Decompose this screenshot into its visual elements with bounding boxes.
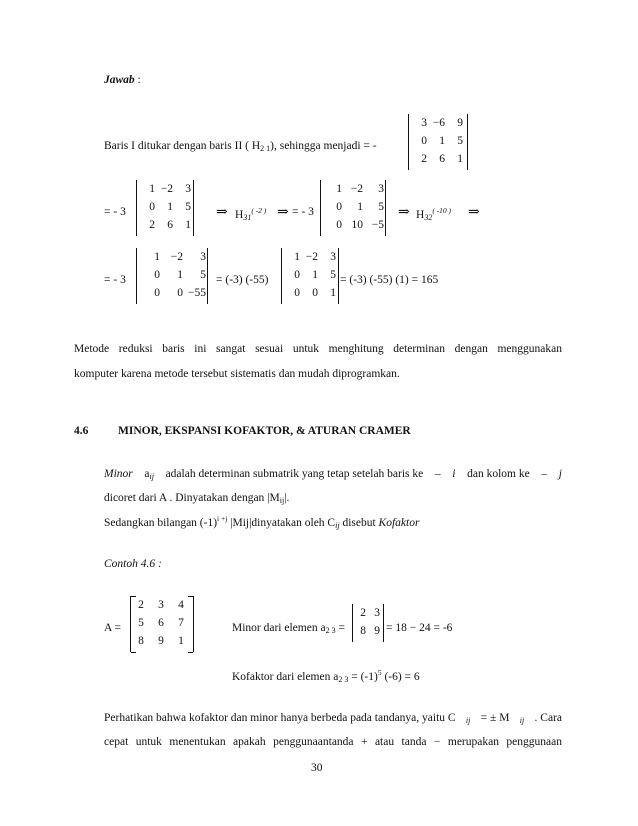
matrix-cell: 3	[158, 599, 164, 611]
matrix-cell: 0	[177, 287, 183, 299]
arrow-4: ⇒	[468, 205, 480, 220]
bracket-corner	[188, 652, 193, 653]
matrix-cell: 7	[178, 617, 184, 629]
matrix-cell: 1	[177, 269, 183, 281]
kofaktor-example: Kofaktor dari elemen $a_{2 3} = (-1)^5$ (-6) = 6	[232, 668, 420, 684]
matrix-cell: −2	[170, 251, 183, 263]
row1-prefix: = - 3	[104, 206, 126, 218]
jawab-label: Jawab :	[104, 74, 141, 86]
matrix-cell: −6	[432, 117, 445, 129]
matrix-cell: 6	[167, 219, 173, 231]
matrix-cell: −2	[160, 183, 173, 195]
matrix-cell: 6	[439, 153, 445, 165]
determinant-swapped	[408, 114, 468, 170]
matrix-cell: 0	[149, 201, 155, 213]
matrix-cell: 1	[336, 183, 342, 195]
matrix-cell: 8	[138, 635, 144, 647]
matrix-cell: 1	[312, 269, 318, 281]
matrix-cell: 5	[330, 269, 336, 281]
arrow-3: ⇒	[398, 205, 410, 220]
matrix-cell: 1	[178, 635, 184, 647]
matrix-cell: 1	[357, 201, 363, 213]
bracket-corner	[131, 652, 136, 653]
matrix-cell: 1	[457, 153, 463, 165]
matrix-a	[130, 596, 194, 652]
bracket-corner	[131, 596, 136, 597]
row2-result: = (-3) (-55) (1) = 165	[340, 274, 439, 286]
matrix-cell: 1	[149, 183, 155, 195]
matrix-cell: 0	[312, 287, 318, 299]
minor-result: = 18 − 24 = -6	[386, 622, 453, 634]
matrix-cell: 0	[154, 269, 160, 281]
matrix-cell: −5	[371, 219, 384, 231]
matrix-cell: 5	[185, 201, 191, 213]
op-eq-minus3: = - 3	[292, 206, 314, 218]
matrix-cell: 9	[457, 117, 463, 129]
matrix-cell: 3	[421, 117, 427, 129]
matrix-cell: 0	[294, 269, 300, 281]
arrow-1: ⇒	[216, 205, 228, 220]
closing-line1: Perhatikan bahwa kofaktor dan minor hanya berbeda pada tandanya, yaitu C $_{ij}$ = ± M $_{ij}$ . Cara	[104, 712, 562, 725]
matrix-cell: −2	[350, 183, 363, 195]
paragraph-metode-2: komputer karena metode tersebut sistematis dan mudah diprogramkan.	[74, 368, 400, 380]
matrix-cell: 10	[351, 219, 363, 231]
matrix-cell: 1	[154, 251, 160, 263]
matrix-cell: 2	[138, 599, 144, 611]
minor-def-line3: Sedangkan bilangan $(-1)^{i +j}$ |Mij|dinyatakan oleh $C_{ij}$ disebut Kofaktor	[104, 514, 420, 530]
matrix-cell: 1	[185, 219, 191, 231]
matrix-cell: 3	[200, 251, 206, 263]
matrix-cell: 1	[330, 287, 336, 299]
determinant-step2	[320, 180, 386, 236]
matrix-cell: 3	[378, 183, 384, 195]
matrix-cell: 2	[360, 607, 366, 619]
matrix-cell: 8	[360, 625, 366, 637]
matrix-cell: 9	[374, 625, 380, 637]
matrix-cell: 9	[158, 635, 164, 647]
determinant-step4	[281, 248, 339, 304]
matrix-cell: 0	[421, 135, 427, 147]
matrix-cell: 4	[178, 599, 184, 611]
section-number: 4.6	[74, 425, 89, 437]
matrix-cell: 0	[294, 287, 300, 299]
matrix-cell: 1	[294, 251, 300, 263]
op-h32: $H_{32}^{( -10 )}$	[416, 206, 452, 222]
bracket-corner	[188, 596, 193, 597]
matrix-cell: 3	[374, 607, 380, 619]
paragraph-metode: Metode reduksi baris ini sangat sesuai untuk menghitung determinan dengan menggunakan	[74, 343, 562, 355]
matrix-cell: 0	[154, 287, 160, 299]
matrix-cell: −2	[305, 251, 318, 263]
determinant-step1	[136, 180, 194, 236]
example-label: Contoh 4.6 :	[104, 558, 162, 570]
matrix-cell: 0	[336, 219, 342, 231]
closing-line2: cepat untuk menentukan apakah penggunaantanda + atau tanda − merupakan penggunaan	[104, 736, 562, 748]
minor-determinant	[352, 604, 384, 642]
matrix-cell: 6	[158, 617, 164, 629]
op-h31: $H_{31}^{( -2 )}$	[235, 206, 267, 222]
minor-example: Minor dari elemen $a_{2 3}$ =	[232, 622, 345, 635]
matrix-cell: −55	[188, 287, 206, 299]
matrix-cell: 2	[421, 153, 427, 165]
page-number: 30	[311, 762, 323, 774]
matrix-cell: 3	[330, 251, 336, 263]
section-title: MINOR, EKSPANSI KOFAKTOR, & ATURAN CRAMER	[118, 425, 411, 437]
matrix-cell: 0	[336, 201, 342, 213]
determinant-step3	[136, 248, 208, 304]
matrix-cell: 5	[378, 201, 384, 213]
minor-def-line2: dicoret dari A . Dinyatakan dengan $|M_{ij}|$.	[104, 492, 290, 505]
matrix-cell: 3	[185, 183, 191, 195]
arrow-2: ⇒	[277, 205, 289, 220]
swap-statement: Baris I ditukar dengan baris II ( $H_{2 1}$), sehingga menjadi = -	[104, 140, 377, 153]
row2-mid: = (-3) (-55)	[216, 274, 269, 286]
matrix-cell: 2	[149, 219, 155, 231]
matrix-a-label: A =	[104, 622, 122, 634]
matrix-cell: 5	[200, 269, 206, 281]
matrix-cell: 5	[138, 617, 144, 629]
row2-prefix: = - 3	[104, 274, 126, 286]
matrix-cell: 1	[439, 135, 445, 147]
matrix-cell: 5	[457, 135, 463, 147]
minor-def-line1: Minor $a_{ij}$ adalah determinan submatrik yang tetap setelah baris ke – i dan kolom ke – j	[104, 468, 562, 481]
matrix-cell: 1	[167, 201, 173, 213]
